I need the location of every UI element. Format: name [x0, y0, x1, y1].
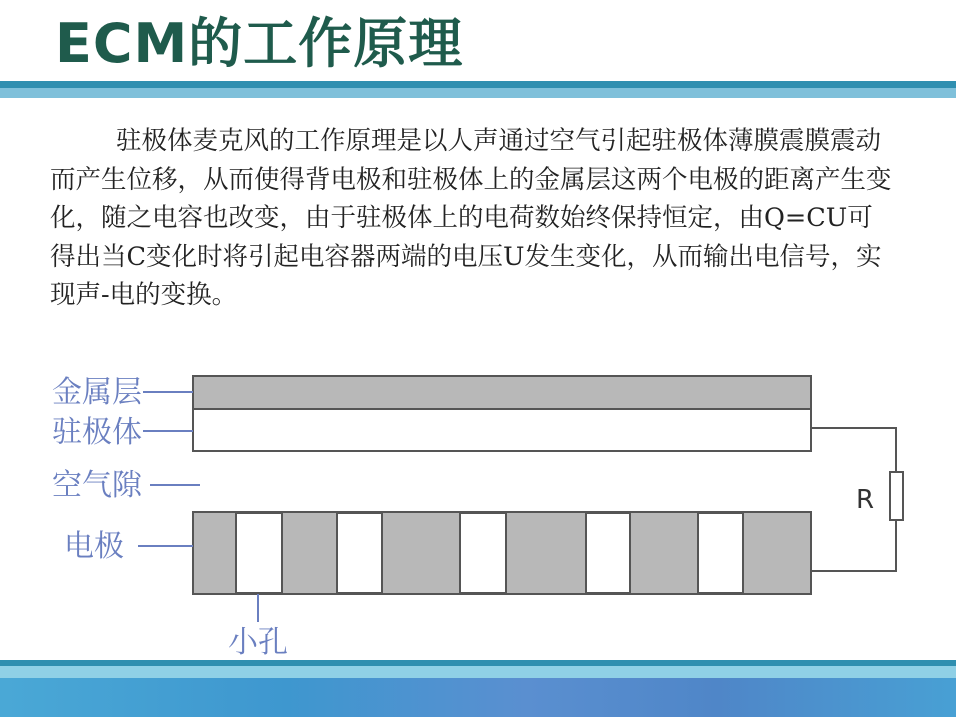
metal-layer-label: 金属层: [52, 375, 142, 410]
footer-bar: [0, 678, 956, 717]
electret-label: 驻极体: [52, 415, 142, 450]
body-paragraph: 驻极体麦克风的工作原理是以人声通过空气引起驻极体薄膜震膜震动而产生位移，从而使得背电极和驻极体上的金属层这两个电极的距离产生变化，随之电容也改变，由于驻极体上的电荷数始终保持恒定，由Q=CU可得出当C变化时将引起电容器两端的电压U发生变化，从而输出电信号，实现声-电的变换。: [50, 126, 892, 310]
ecm-structure-diagram: [0, 360, 956, 660]
air-gap-label: 空气隙: [52, 468, 142, 503]
metal-layer-plate: [193, 376, 811, 409]
electrode-hole: [337, 513, 382, 593]
electret-plate: [193, 409, 811, 451]
electrode-hole: [460, 513, 506, 593]
electrode-plate: [193, 512, 811, 594]
electrode-label: 电极: [64, 529, 124, 564]
resistor: [890, 472, 903, 520]
electrode-hole: [236, 513, 282, 593]
footer-divider-light: [0, 666, 956, 678]
small-hole-label: 小孔: [228, 625, 288, 660]
resistor-label: R: [856, 485, 875, 515]
circuit-wire: [811, 520, 896, 571]
electrode-hole: [698, 513, 743, 593]
header-divider: [0, 81, 956, 88]
circuit-wire: [811, 428, 896, 472]
page-title: ECM的工作原理: [55, 12, 464, 75]
electrode-hole: [586, 513, 630, 593]
header-divider-light: [0, 88, 956, 98]
